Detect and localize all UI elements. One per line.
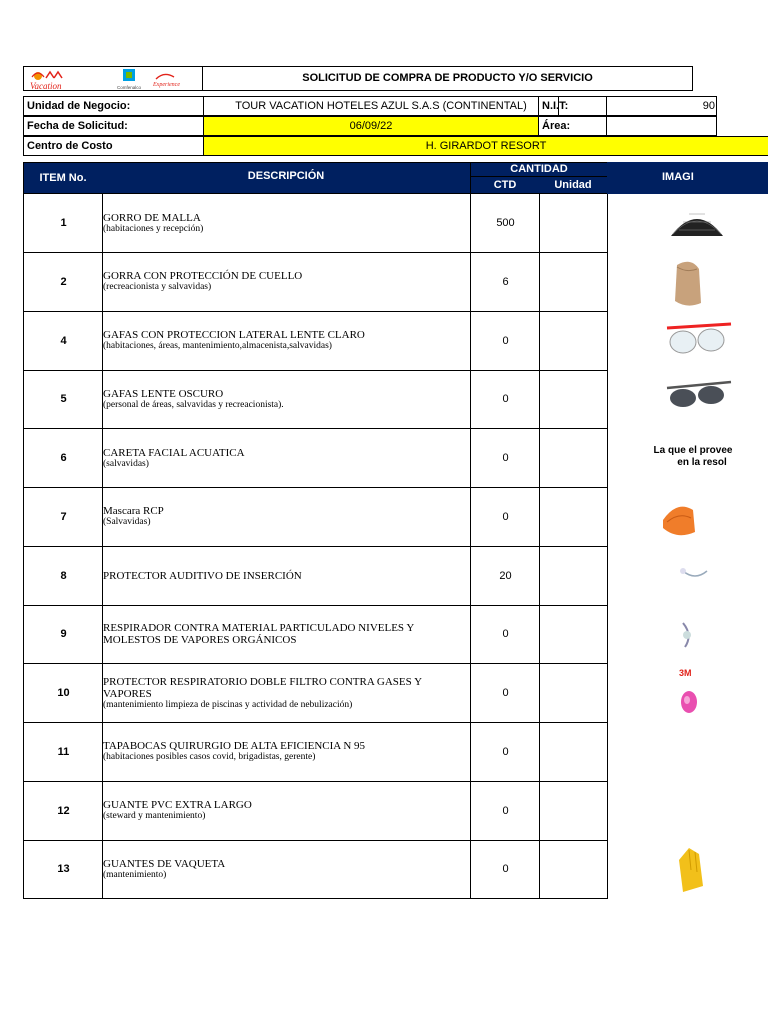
item-image-cell <box>607 488 768 547</box>
quantity-unit <box>539 547 608 606</box>
neck-cap-image <box>607 253 768 312</box>
quantity-unit <box>539 723 608 782</box>
quantity-ctd: 20 <box>470 547 540 606</box>
description-detail: (habitaciones, áreas, mantenimiento,almacenista,salvavidas) <box>103 341 332 351</box>
area-label: Área: <box>538 116 607 136</box>
brand-3m-logo: 3M <box>679 668 692 678</box>
clear-glasses-image <box>607 312 768 371</box>
item-description <box>102 840 471 899</box>
quantity-ctd: 0 <box>470 312 540 371</box>
experience-logo-swoosh <box>156 74 174 79</box>
quantity-unit <box>539 312 608 371</box>
description-detail: (mantenimiento) <box>103 869 167 880</box>
unidad-label: Unidad de Negocio: <box>23 96 204 116</box>
item-number: 12 <box>23 782 103 841</box>
quantity-unit <box>539 664 608 723</box>
item-image-cell <box>607 782 768 841</box>
description-main: GAFAS CON PROTECCION LATERAL LENTE CLARO <box>103 329 365 341</box>
item-image-cell <box>607 605 768 664</box>
col-ctd-header: CTD <box>470 176 540 194</box>
table-row <box>23 488 768 547</box>
item-number: 1 <box>23 194 103 253</box>
description-main: Mascara RCP <box>103 505 164 518</box>
item-description <box>102 312 471 371</box>
table-row <box>23 547 768 606</box>
table-row <box>23 664 768 723</box>
item-description <box>102 370 471 429</box>
description-detail: (salvavidas) <box>103 458 149 469</box>
item-number: 11 <box>23 723 103 782</box>
item-description <box>102 664 471 723</box>
item-description <box>102 429 471 488</box>
table-row <box>23 840 768 899</box>
provider-note <box>613 445 768 469</box>
quantity-unit <box>539 605 608 664</box>
table-row <box>23 370 768 429</box>
nit-value: 90 <box>606 96 717 116</box>
unidad-row <box>23 96 768 116</box>
description-main: PROTECTOR AUDITIVO DE INSERCIÓN <box>103 569 302 582</box>
earplug-image <box>607 547 768 606</box>
quantity-ctd: 0 <box>470 723 540 782</box>
col-desc-header: DESCRIPCIÓN <box>102 162 471 194</box>
item-image-cell <box>607 429 768 488</box>
item-number: 5 <box>23 370 103 429</box>
col-unidad-header: Unidad <box>539 176 608 194</box>
quantity-ctd: 500 <box>470 194 540 253</box>
fecha-label: Fecha de Solicitud: <box>23 116 204 136</box>
item-description <box>102 605 471 664</box>
description-detail: (steward y mantenimiento) <box>103 811 206 821</box>
quantity-ctd: 0 <box>470 370 540 429</box>
item-number: 2 <box>23 253 103 312</box>
vacation-logo: Vacation <box>30 81 62 91</box>
hairnet-image <box>607 194 768 253</box>
table-row <box>23 194 768 253</box>
col-item-header: ITEM No. <box>23 162 103 194</box>
description-detail: (habitaciones y recepción) <box>103 223 204 234</box>
item-image-cell <box>607 547 768 606</box>
col-cantidad-header: CANTIDAD <box>470 162 608 177</box>
logos-graphic <box>24 67 203 91</box>
quantity-ctd: 0 <box>470 429 540 488</box>
centro-label: Centro de Costo <box>23 136 204 156</box>
quantity-unit <box>539 782 608 841</box>
item-image-cell <box>607 370 768 429</box>
quantity-ctd: 0 <box>470 488 540 547</box>
quantity-ctd: 6 <box>470 253 540 312</box>
item-image-cell <box>607 312 768 371</box>
item-number: 9 <box>23 605 103 664</box>
col-imagen-header: IMAGI <box>607 162 768 194</box>
item-image-cell <box>607 194 768 253</box>
item-number: 8 <box>23 547 103 606</box>
description-main: GUANTE PVC EXTRA LARGO <box>103 799 252 811</box>
table-row <box>23 723 768 782</box>
description-main: GORRO DE MALLA <box>103 211 201 224</box>
description-main: TAPABOCAS QUIRURGIO DE ALTA EFICIENCIA N 95 <box>103 740 366 753</box>
table-row <box>23 253 768 312</box>
quantity-unit <box>539 429 608 488</box>
table-row <box>23 312 768 371</box>
description-detail: (habitaciones posibles casos covid, brigadistas, gerente) <box>103 752 316 763</box>
item-description <box>102 547 471 606</box>
centro-row <box>23 136 768 156</box>
experience-logo-text: Experience <box>153 82 180 88</box>
quantity-ctd: 0 <box>470 840 540 899</box>
fecha-value: 06/09/22 <box>203 116 539 136</box>
quantity-unit <box>539 194 608 253</box>
item-description <box>102 194 471 253</box>
item-description <box>102 488 471 547</box>
description-main: GORRA CON PROTECCIÓN DE CUELLO <box>103 270 303 283</box>
fecha-row <box>23 116 768 136</box>
logo-area <box>23 66 203 91</box>
item-image-cell <box>607 840 768 899</box>
description-main: CARETA FACIAL ACUATICA <box>103 446 245 459</box>
respirator-image <box>607 605 768 664</box>
document-title: SOLICITUD DE COMPRA DE PRODUCTO Y/O SERVICIO <box>203 66 693 91</box>
provider-note-line: en la resol <box>677 457 727 468</box>
quantity-unit <box>539 253 608 312</box>
description-main: GAFAS LENTE OSCURO <box>103 387 224 400</box>
area-value <box>606 116 717 136</box>
description-detail: (personal de áreas, salvavidas y recreacionista). <box>103 399 284 410</box>
provider-note-line: La que el provee <box>653 445 733 456</box>
table-row <box>23 605 768 664</box>
description-main: RESPIRADOR CONTRA MATERIAL PARTICULADO NIVELES Y MOLESTOS DE VAPORES ORGÁNICOS <box>103 622 414 647</box>
quantity-unit <box>539 840 608 899</box>
unidad-value: TOUR VACATION HOTELES AZUL S.A.S (CONTINENTAL) <box>203 96 559 116</box>
quantity-ctd: 0 <box>470 605 540 664</box>
item-description <box>102 723 471 782</box>
cpr-mask-image <box>607 488 768 547</box>
item-description <box>102 253 471 312</box>
item-number: 4 <box>23 312 103 371</box>
nit-label: N.I.T: <box>538 96 607 116</box>
table-row <box>23 429 768 488</box>
description-detail: (recreacionista y salvavidas) <box>103 282 212 293</box>
centro-value: H. GIRARDOT RESORT <box>203 136 768 156</box>
quantity-unit <box>539 370 608 429</box>
description-main: GUANTES DE VAQUETA <box>103 857 226 870</box>
dark-glasses-image <box>607 370 768 429</box>
item-description <box>102 782 471 841</box>
quantity-ctd: 0 <box>470 664 540 723</box>
item-number: 6 <box>23 429 103 488</box>
table-row <box>23 782 768 841</box>
description-detail: (Salvavidas) <box>103 517 151 528</box>
quantity-unit <box>539 488 608 547</box>
quantity-ctd: 0 <box>470 782 540 841</box>
comfenalco-logo-text: Comfenalco <box>117 85 142 90</box>
item-image-cell <box>607 664 768 723</box>
item-image-cell <box>607 253 768 312</box>
item-number: 7 <box>23 488 103 547</box>
description-main: PROTECTOR RESPIRATORIO DOBLE FILTRO CONTRA GASES Y VAPORES <box>103 675 422 700</box>
description-detail: (mantenimiento limpieza de piscinas y actividad de nebulización) <box>103 699 353 710</box>
glove-image <box>607 840 768 899</box>
item-number: 13 <box>23 840 103 899</box>
item-number: 10 <box>23 664 103 723</box>
item-image-cell <box>607 723 768 782</box>
